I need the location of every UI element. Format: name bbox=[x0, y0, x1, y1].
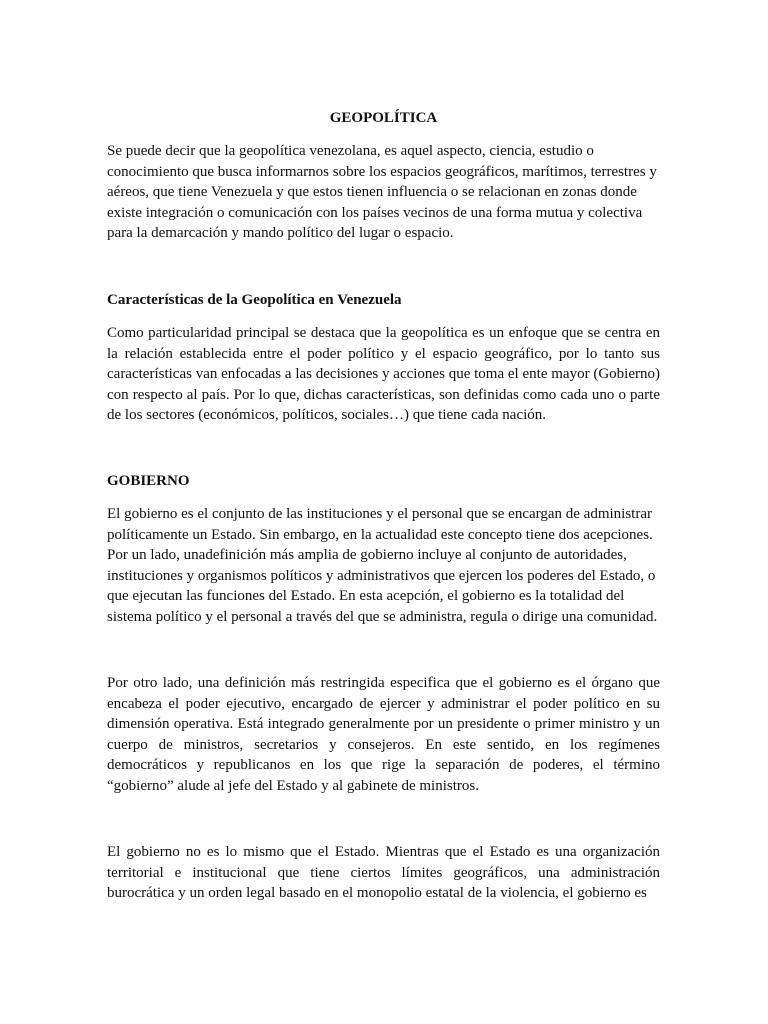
caracteristicas-paragraph: Como particularidad principal se destaca que la geopolítica es un enfoque que se centra en la relación establecida entre el poder político y el espacio geográfico, por lo tanto sus características van enfocadas a las decisiones y acciones que toma el ente mayor (Gobierno) con respecto al país. Por lo que, dichas características, son definidas como cada uno o parte de los sectores (económicos, políticos, sociales…) que tiene cada nación. bbox=[107, 325, 660, 423]
intro-paragraph: Se puede decir que la geopolítica venezolana, es aquel aspecto, ciencia, estudio o conocimiento que busca informarnos sobre los espacios geográficos, marítimos, terrestres y aéreos, que tiene Venezuela y que estos tienen influencia o se relacionan en zonas donde existe integración o comunicación con los países vecinos de una forma mutua y colectiva para la demarcación y mando político del lugar o espacio. bbox=[107, 143, 657, 241]
gobierno-paragraph-1: El gobierno es el conjunto de las instituciones y el personal que se encargan de administrar políticamente un Estado. Sin embargo, en la actualidad este concepto tiene dos acepciones. Por un lado, unadefinición más amplia de gobierno incluye al conjunto de autoridades, instituciones y organismos políticos y administrativos que ejercen los poderes del Estado, o que ejecutan las funciones del Estado. En esta acepción, el gobierno es la totalidad del sistema político y el personal a través del que se administra, regula o dirige una comunidad. bbox=[107, 506, 658, 625]
document-page bbox=[107, 108, 660, 904]
gobierno-paragraph-2: Por otro lado, una definición más restringida especifica que el gobierno es el órgano que encabeza el poder ejecutivo, encargado de ejercer y administrar el poder político en su dimensión operativa. Está integrado generalmente por un presidente o primer ministro y un cuerpo de ministros, secretarios y consejeros. En este sentido, en los regímenes democráticos y republicanos en los que rige la separación de poderes, el término “gobierno” alude al jefe del Estado y al gabinete de ministros. bbox=[107, 675, 660, 794]
section-heading-caracteristicas: Características de la Geopolítica en Venezuela bbox=[107, 291, 402, 308]
section-heading-gobierno: GOBIERNO bbox=[107, 472, 190, 489]
gobierno-paragraph-3: El gobierno no es lo mismo que el Estado. Mientras que el Estado es una organización territorial e institucional que tiene ciertos límites geográficos, una administración burocrática y un orden legal basado en el monopolio estatal de la violencia, el gobierno es bbox=[107, 844, 660, 901]
document-title: GEOPOLÍTICA bbox=[329, 110, 438, 126]
